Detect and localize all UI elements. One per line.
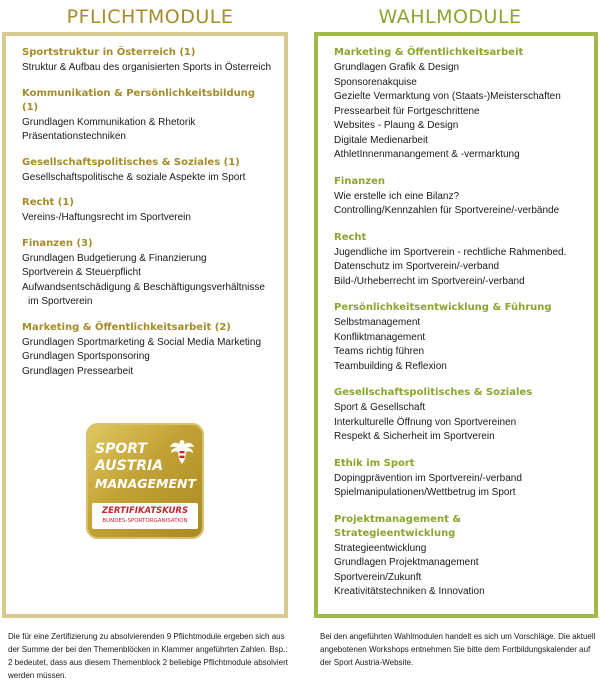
module-item: Teambuilding & Reflexion <box>334 360 447 372</box>
module-item: Grundlagen Pressearbeit <box>22 365 134 377</box>
module-item: Grundlagen Kommunikation & Rhetorik <box>22 116 196 128</box>
module-item: Vereins-/Haftungsrecht im Sportverein <box>22 212 191 223</box>
module-item: Grundlagen Budgetierung & Finanzierung <box>22 252 207 264</box>
eagle-icon <box>168 437 196 467</box>
left-section <box>22 156 272 186</box>
module-item: Pressearbeit für Fortgeschrittene <box>334 105 480 117</box>
right-section <box>334 46 582 163</box>
module-item: Grundlagen Grafik & Design <box>334 62 460 73</box>
section-title: Marketing & Öffentlichkeitsarbeit <box>334 47 524 58</box>
module-item: Websites - Plaung & Design <box>334 120 459 131</box>
pflichtmodule-heading: PFLICHTMODULE <box>66 6 234 28</box>
left-section <box>22 237 272 310</box>
section-title: Recht (1) <box>22 197 74 208</box>
module-item: Interkulturelle Öffnung von Sportvereinen <box>334 416 517 428</box>
section-title: Kommunikation & Persönlichkeitsbildung (1) <box>22 87 256 113</box>
logo-text-sport: SPORT <box>95 441 147 457</box>
module-item: Selbstmanagement <box>334 317 421 328</box>
section-title: Persönlichkeitsentwicklung & Führung <box>334 302 552 313</box>
module-item: Wie erstelle ich eine Bilanz? <box>334 190 460 202</box>
module-item: Aufwandsentschädigung & Beschäftigungsverhältnisse im Sportverein <box>22 281 265 307</box>
wahlmodule-footnote: Bei den angeführten Wahlmodulen handelt es sich um Vorschläge. Die aktuell angebotenen Workshops entnehmen Sie bitte dem Fortbildungskalender auf der Sport Austria-Website. <box>320 632 596 667</box>
module-item: Struktur & Aufbau des organisierten Sports in Österreich <box>22 62 272 73</box>
wahlmodule-heading: WAHLMODULE <box>378 6 522 28</box>
section-title: Projektmanagement & Strategieentwicklung <box>334 513 462 539</box>
logo-text-austria: AUSTRIA <box>95 458 164 474</box>
logo-text-management: MANAGEMENT <box>95 476 197 491</box>
section-title: Recht <box>334 231 367 243</box>
module-item: Dopingprävention im Sportverein/-verband <box>334 472 522 484</box>
section-title: Finanzen <box>334 175 385 187</box>
sport-austria-management-logo <box>86 423 204 539</box>
right-section <box>334 175 582 219</box>
right-section <box>334 301 582 374</box>
left-section <box>22 196 272 226</box>
right-section <box>334 231 582 290</box>
right-section <box>334 386 582 445</box>
module-item: Sportverein & Steuerpflicht <box>22 267 141 278</box>
module-item: Kreativitätstechniken & Innovation <box>334 586 485 597</box>
left-section <box>22 87 272 145</box>
right-section <box>334 457 582 501</box>
left-section <box>22 321 272 380</box>
section-title: Finanzen (3) <box>22 237 93 249</box>
section-title: Ethik im Sport <box>334 457 415 469</box>
section-title: Gesellschaftspolitisches & Soziales <box>334 387 533 398</box>
module-item: AthletInnenmanangement & -vermarktung <box>334 149 520 160</box>
module-item: Bild-/Urheberrecht im Sportverein/-verband <box>334 275 525 287</box>
module-item: Gezielte Vermarktung von (Staats-)Meisterschaften <box>334 91 561 102</box>
module-item: Strategieentwicklung <box>334 542 427 554</box>
module-item: Spielmanipulationen/Wettbetrug im Sport <box>334 487 516 498</box>
logo-text-zertifikatskurs: ZERTIFIKATSKURS <box>101 506 189 516</box>
module-item: Teams richtig führen <box>334 346 425 357</box>
logo-text-bundes-sportorganisation: BUNDES-SPORTORGANISATION <box>102 518 188 524</box>
wahlmodule-box <box>314 32 598 618</box>
module-item: Präsentationstechniken <box>22 131 126 142</box>
module-item: Sponsorenakquise <box>334 76 417 88</box>
pflichtmodule-footnote: Die für eine Zertifizierung zu absolvierenden 9 Pflichtmodule ergeben sich aus der Summe der bei den Themenblöcken in Klammer angeführten Zahlen. Bsp.: 2 bedeutet, dass aus diesem Themenblock 2 beliebige Pflichtmodule absolviert werden müssen. <box>8 632 289 680</box>
right-section <box>334 513 582 600</box>
module-item: Grundlagen Sportsponsoring <box>22 351 150 362</box>
module-item: Respekt & Sicherheit im Sportverein <box>334 431 495 442</box>
module-item: Digitale Medienarbeit <box>334 134 428 146</box>
module-item: Jugendliche im Sportverein - rechtliche Rahmenbed. <box>334 246 567 258</box>
section-title: Marketing & Öffentlichkeitsarbeit (2) <box>22 321 231 333</box>
module-item: Controlling/Kennzahlen für Sportvereine/-verbände <box>334 205 560 216</box>
logo-band <box>92 503 198 529</box>
module-item: Sportverein/Zukunft <box>334 571 422 583</box>
module-item: Gesellschaftspolitische & soziale Aspekte im Sport <box>22 171 246 183</box>
section-title: Gesellschaftspolitisches & Soziales (1) <box>22 156 240 168</box>
module-item: Grundlagen Projektmanagement <box>334 557 479 568</box>
section-title: Sportstruktur in Österreich (1) <box>22 47 196 58</box>
left-section <box>22 46 272 76</box>
module-item: Datenschutz im Sportverein/-verband <box>334 261 500 272</box>
module-item: Sport & Gesellschaft <box>334 402 426 413</box>
module-item: Konfliktmanagement <box>334 331 426 343</box>
module-item: Grundlagen Sportmarketing & Social Media Marketing <box>22 336 262 348</box>
